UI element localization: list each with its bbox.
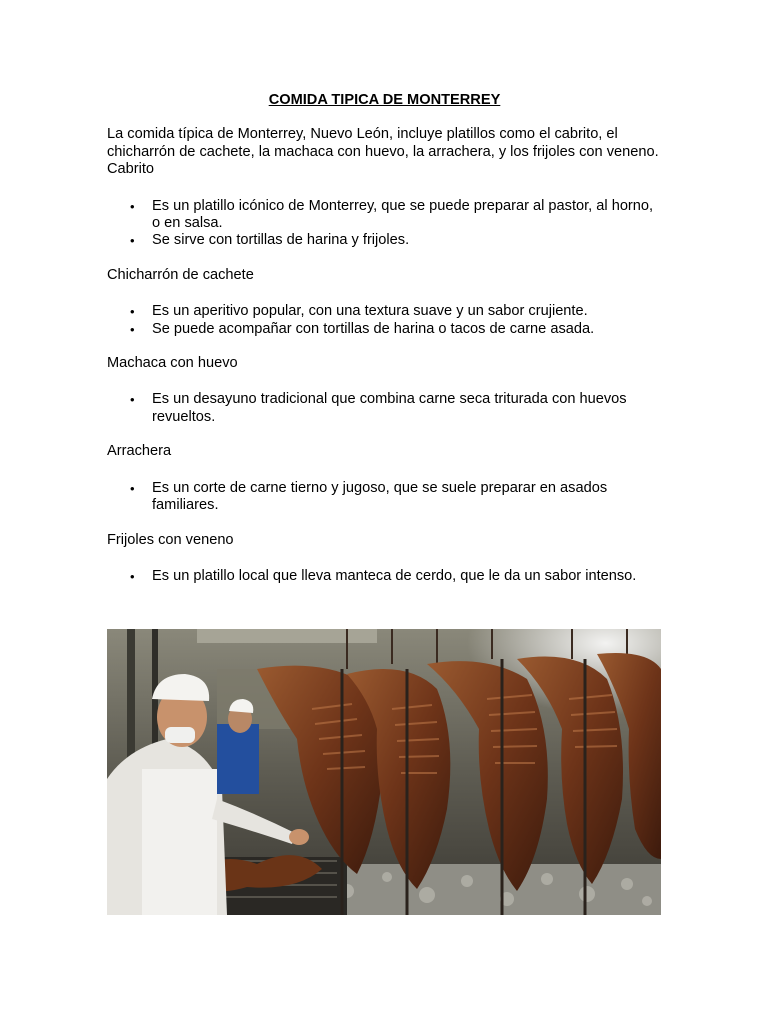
list-item: • Se puede acompañar con tortillas de harina o tacos de carne asada. <box>152 321 662 338</box>
section-heading-machaca: Machaca con huevo <box>107 355 238 372</box>
cabrito-photo-illustration <box>107 629 661 915</box>
section-heading-arrachera: Arrachera <box>107 443 172 460</box>
cabrito-photo <box>107 629 661 915</box>
list-item: • Es un corte de carne tierno y jugoso, que se suele preparar en asados familiares. <box>152 480 662 515</box>
section-heading-chicharron: Chicharrón de cachete <box>107 266 254 283</box>
list-item: • Es un desayuno tradicional que combina carne seca triturada con huevos revueltos. <box>152 391 662 426</box>
bullet-list-machaca <box>107 391 662 426</box>
section-heading-cabrito: Cabrito <box>107 161 155 178</box>
list-item: • Es un platillo local que lleva manteca de cerdo, que le da un sabor intenso. <box>152 568 662 585</box>
document-page <box>107 92 662 602</box>
intro-paragraph: La comida típica de Monterrey, Nuevo León, incluye platillos como el cabrito, el chicharrón de cachete, la machaca con huevo, la arrachera, y los frijoles con veneno. <box>107 126 659 160</box>
bullet-list-arrachera <box>107 480 662 515</box>
document-title: COMIDA TIPICA DE MONTERREY <box>268 92 501 108</box>
bullet-list-chicharron <box>107 303 662 338</box>
section-heading-frijoles: Frijoles con veneno <box>107 531 234 548</box>
bullet-list-cabrito <box>107 198 662 250</box>
bullet-list-frijoles <box>107 568 662 585</box>
list-item: • Es un platillo icónico de Monterrey, que se puede preparar al pastor, al horno, o en salsa. <box>152 198 662 233</box>
list-item: • Es un aperitivo popular, con una textura suave y un sabor crujiente. <box>152 303 662 320</box>
list-item: • Se sirve con tortillas de harina y frijoles. <box>152 232 662 249</box>
